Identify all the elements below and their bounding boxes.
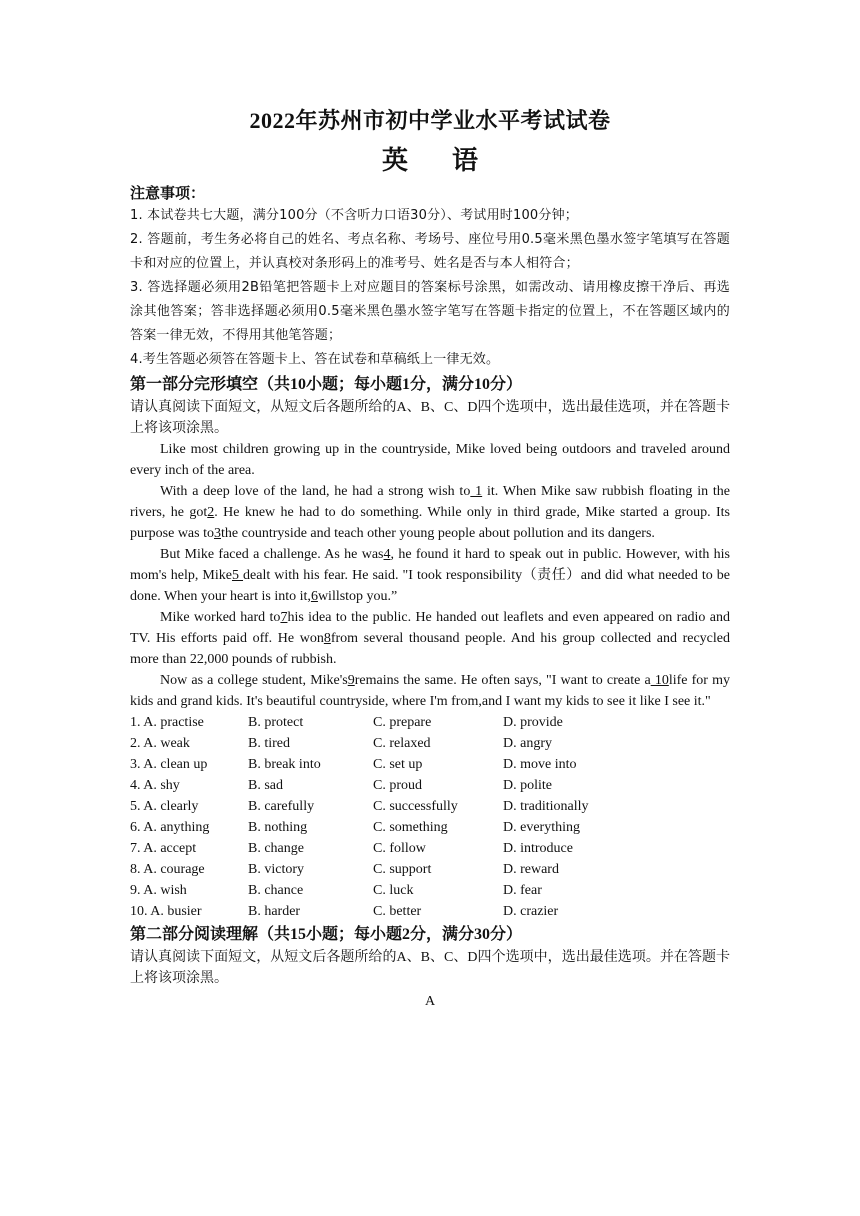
option-row — [130, 712, 730, 733]
part1-instruction: 请认真阅读下面短文，从短文后各题所给的A、B、C、D四个选项中，选出最佳选项，并在答题卡上将该项涂黑。 — [130, 400, 730, 436]
option-c: C. successfully — [373, 799, 458, 814]
option-d: D. provide — [503, 715, 563, 730]
option-row — [130, 838, 730, 859]
notice-heading: 注意事项： — [130, 184, 206, 202]
blank-2: 2 — [207, 505, 215, 520]
options-list — [130, 712, 730, 922]
blank-6: 6 — [310, 589, 318, 604]
option-d: D. angry — [503, 736, 552, 751]
passage-text: life for my kids and grand kids. It's beautiful countryside, where I'm from,and I want my kids to see it like I see it." — [130, 673, 731, 709]
option-a: 3. A. clean up — [130, 757, 208, 772]
option-d: D. polite — [503, 778, 552, 793]
option-c: C. follow — [373, 841, 426, 856]
passage-text: the countryside and teach other young people about pollution and its dangers. — [221, 526, 655, 541]
passage-paragraph — [130, 481, 730, 544]
part1-heading: 第一部分完形填空（共10小题；每小题1分，满分10分） — [130, 376, 523, 393]
passage-paragraph: Like most children growing up in the countryside, Mike loved being outdoors and traveled around every inch of the area. — [130, 442, 730, 478]
subject-char-2: 语 — [452, 146, 479, 175]
passage-text: But Mike faced a challenge. As he was — [160, 547, 384, 562]
option-c: C. proud — [373, 778, 422, 793]
option-c: C. set up — [373, 757, 423, 772]
option-a: 7. A. accept — [130, 841, 197, 856]
option-row — [130, 901, 730, 922]
option-row — [130, 796, 730, 817]
option-a: 5. A. clearly — [130, 799, 199, 814]
blank-8: 8 — [323, 631, 331, 646]
subject-title — [0, 140, 860, 177]
blank-10: 10 — [650, 673, 669, 688]
option-a: 10. A. busier — [130, 904, 202, 919]
passage-text: from several thousand people. And his group collected and recycled more than 22,000 pounds of rubbish. — [130, 631, 730, 667]
exam-title: 2022年苏州市初中学业水平考试试卷 — [249, 108, 611, 133]
option-row — [130, 733, 730, 754]
subject-char-1: 英 — [381, 146, 408, 175]
option-b: B. tired — [248, 736, 290, 751]
option-row — [130, 859, 730, 880]
passage-text: it. When Mike saw rubbish floating in the rivers, he got — [130, 484, 731, 520]
notice-item: 1. 本试卷共七大题，满分100分（不含听力口语30分）、考试用时100分钟； — [130, 208, 579, 223]
option-d: D. reward — [503, 862, 559, 877]
option-c: C. something — [373, 820, 448, 835]
passage-paragraph — [130, 607, 730, 670]
option-c: C. support — [373, 862, 432, 877]
blank-5: 5 — [231, 568, 244, 583]
option-a: 9. A. wish — [130, 883, 187, 898]
option-c: C. better — [373, 904, 422, 919]
option-d: D. move into — [503, 757, 577, 772]
passage-text: . He knew he had to do something. While only in third grade, Mike started a group. Its purpose was to — [130, 505, 731, 541]
option-d: D. fear — [503, 883, 542, 898]
option-c: C. luck — [373, 883, 414, 898]
option-b: B. break into — [248, 757, 321, 772]
option-row — [130, 817, 730, 838]
option-row — [130, 754, 730, 775]
option-a: 6. A. anything — [130, 820, 210, 835]
passage-paragraph — [130, 670, 730, 712]
part2-instruction: 请认真阅读下面短文，从短文后各题所给的A、B、C、D四个选项中，选出最佳选项。并在答题卡上将该项涂黑。 — [130, 950, 730, 986]
blank-9: 9 — [347, 673, 355, 688]
passage-text: his idea to the public. He handed out leaflets and even appeared on radio and TV. His efforts paid off. He won — [130, 610, 731, 646]
option-d: D. crazier — [503, 904, 559, 919]
option-b: B. chance — [248, 883, 304, 898]
option-a: 4. A. shy — [130, 778, 180, 793]
option-c: C. relaxed — [373, 736, 431, 751]
option-b: B. victory — [248, 862, 304, 877]
passage-text: willstop you.” — [317, 589, 398, 604]
passage-text: dealt with his fear. He said. "I took responsibility（责任）and did what needed to be done. When your heart is into it, — [130, 568, 731, 604]
passage-text: , he found it hard to speak out in public. However, with his mom's help, Mike — [130, 547, 730, 583]
section-label: A — [424, 994, 436, 1009]
passage-text: With a deep love of the land, he had a strong wish to — [160, 484, 471, 499]
passage-text: Mike worked hard to — [160, 610, 281, 625]
option-d: D. introduce — [503, 841, 573, 856]
option-c: C. prepare — [373, 715, 432, 730]
option-row — [130, 775, 730, 796]
blank-1: 1 — [470, 484, 483, 499]
exam-content — [130, 182, 730, 1012]
blank-4: 4 — [383, 547, 391, 562]
option-d: D. traditionally — [503, 799, 589, 814]
option-b: B. carefully — [248, 799, 315, 814]
option-a: 8. A. courage — [130, 862, 205, 877]
passage-text: remains the same. He often says, "I want to create a — [354, 673, 651, 688]
notice-item: 3. 答选择题必须用2B铅笔把答题卡上对应题目的答案标号涂黑，如需改动、请用橡皮擦干净后、再选涂其他答案；答非选择题必须用0.5毫米黑色墨水签字笔写在答题卡指定的位置上，不在答题区域内的答案一律无效，不得用其他笔答题； — [130, 280, 730, 343]
blank-3: 3 — [214, 526, 221, 541]
option-row — [130, 880, 730, 901]
notice-item: 4.考生答题必须答在答题卡上、答在试卷和草稿纸上一律无效。 — [130, 352, 500, 367]
blank-7: 7 — [280, 610, 288, 625]
option-b: B. harder — [248, 904, 301, 919]
option-b: B. nothing — [248, 820, 308, 835]
option-b: B. sad — [248, 778, 283, 793]
passage-paragraph — [130, 544, 730, 607]
option-d: D. everything — [503, 820, 580, 835]
notice-item: 2. 答题前，考生务必将自己的姓名、考点名称、考场号、座位号用0.5毫米黑色墨水签字笔填写在答题卡和对应的位置上，并认真校对条形码上的准考号、姓名是否与本人相符合； — [130, 232, 730, 271]
option-a: 1. A. practise — [130, 715, 204, 730]
option-b: B. change — [248, 841, 304, 856]
part2-heading: 第二部分阅读理解（共15小题；每小题2分，满分30分） — [130, 926, 523, 943]
option-a: 2. A. weak — [130, 736, 190, 751]
option-b: B. protect — [248, 715, 304, 730]
passage-text: Now as a college student, Mike's — [160, 673, 348, 688]
